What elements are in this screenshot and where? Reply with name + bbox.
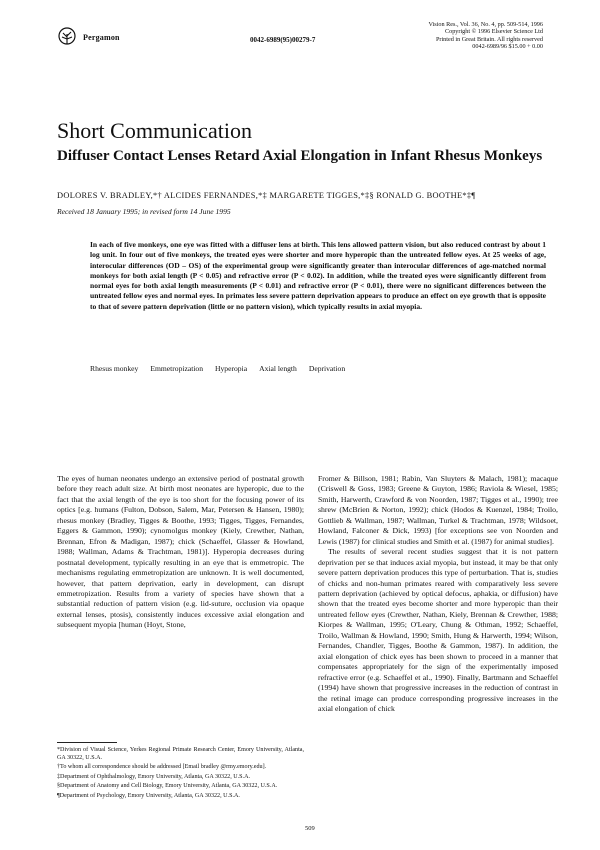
footnotes	[57, 747, 304, 802]
abstract: In each of five monkeys, one eye was fitted with a diffuser lens at birth. This lens allowed pattern vision, but also reduced contrast by about 1 log unit. In four out of five monkeys, the treated eyes were shorter and more hyperopic than the untreated fellow eyes. At 25 weeks of age, interocular differences (OD – OS) of the experimental group were significantly greater than interocular differences of age-matched normal monkeys for both axial length (P < 0.05) and refractive error (P < 0.02). In addition, while the treated eyes were significantly different from normal eyes for both axial length measurements (P < 0.01) and refractive error (P < 0.01), there were no significant differences between the untreated fellow eyes and normal eyes. In primates less severe pattern deprivation appears to produce an effect on eye growth that is opposite to that of severe pattern deprivation (little or no pattern vision), which typically results in axial myopia.	[90, 240, 546, 311]
publisher-logo	[57, 27, 120, 47]
footnote: ¶Department of Psychology, Emory University, Atlanta, GA 30322, U.S.A.	[57, 792, 240, 799]
journal-info	[393, 21, 543, 51]
journal-line: 0042-6989/96 $15.00 + 0.00	[472, 43, 543, 51]
section-heading: Short Communication	[57, 118, 252, 143]
received-date: Received 18 January 1995; in revised form 14 June 1995	[57, 207, 231, 216]
keywords	[90, 364, 345, 373]
keyword: Axial length	[259, 364, 297, 373]
body-paragraph: The eyes of human neonates undergo an extensive period of postnatal growth before they reach adult size. At birth most neonates are hyperopic, due to the fact that the axial length of the eye is too short for the focusing power of its optics [e.g. humans (Fulton, Dobson, Salem, Mar, Petersen & Hansen, 1980); rhesus monkey (Bradley, Tigges & Boothe, 1993; Tigges, Tigges, Fernandes, Eggers & Gammon, 1990); cynomolgus monkey (Kiely, Crewther, Nathan, Brennan, Efron & Madigan, 1987); chick (Schaeffel, Glasser & Howland, 1988; Wallman, Adams & Trachtman, 1981)]. Hyperopia decreases during postnatal development, typically resulting in an eye that is emmetropic. The mechanisms regulating emmetropization are unknown. It is well documented, however, that pattern deprivation, early in development, can disrupt emmetropization. Results from a variety of species have shown that a substantial reduction of pattern vision (e.g. lid-suture, occlusion via opaque external lenses, ptosis), consistently induces excessive axial elongation and subsequent myopia [human (Hoyt, Stone,	[57, 474, 304, 630]
footnote: *Division of Visual Science, Yerkes Regional Primate Research Center, Emory University, Atlanta, GA 30322, U.S.A.	[57, 747, 304, 761]
page-number: 509	[305, 825, 315, 832]
publisher-name: Pergamon	[83, 32, 120, 42]
body-paragraph: Fromer & Billson, 1981; Rabin, Van Sluyters & Malach, 1981); macaque (Criswell & Goss, 1983; Greene & Guyton, 1986; Raviola & Wiesel, 1985; Smith, Harwerth, Crawford & von Noorden, 1987; Tigges et al., 1990); tree shrew (McBrien & Norton, 1992); chick (Hodos & Kuenzel, 1984; Troilo, Gottlieb & Wallman, 1987; Wallman, Turkel & Trachtman, 1978; Wildsoet, Howland, Falconer & Dick, 1993) [for exceptions see von Noorden and Lewis (1987) for clinical studies and Smith et al. (1987) for animal studies].	[318, 474, 558, 546]
keyword: Rhesus monkey	[90, 364, 139, 373]
issn-code: 0042-6989(95)00279-7	[250, 36, 316, 44]
journal-line: Printed in Great Britain. All rights reserved	[435, 35, 543, 43]
footnote: §Department of Anatomy and Cell Biology, Emory University, Atlanta, GA 30322, U.S.A.	[57, 783, 278, 789]
author-list: DOLORES V. BRADLEY,*† ALCIDES FERNANDES,*‡ MARGARETE TIGGES,*‡§ RONALD G. BOOTHE*‡¶	[57, 191, 476, 200]
keyword: Hyperopia	[215, 364, 248, 373]
article-title: Diffuser Contact Lenses Retard Axial Elongation in Infant Rhesus Monkeys	[57, 148, 543, 164]
body-paragraph: The results of several recent studies suggest that it is not pattern deprivation per se that induces axial myopia, but instead, it may be that only severe pattern deprivation produces this type of perturbation. That is, studies of chicks and non-human primates reared with comparatively less severe pattern deprivation (achieved by optical defocus, aphakia, or diffusion) have shown that the treated eyes become shorter and more hyperopic than their untreated fellow eyes (Crewther, Nathan, Kiely, Brennan & Crewther, 1988; Kiorpes & Wallman, 1995; O'Leary, Chung & Othman, 1992; Schaeffel, Troilo, Wallman & Howland, 1990; Smith, Hung & Harwerth, 1994; Wilson, Fernandes, Chandler, Tigges, Boothe & Gammon, 1987). In addition, the axial elongation of chick eyes has been shown to proceed in a manner that compensates appropriately for the sign of the experimentally imposed refractive error (e.g. Schaeffel et al., 1990). Finally, Bartmann and Schaeffel (1994) have shown that progressive increases in the reduction of contrast in the retinal image can produce corresponding progressive increases in the axial elongation of chick	[318, 547, 558, 713]
journal-line: Copyright © 1996 Elsevier Science Ltd	[444, 28, 543, 36]
body-left-column	[57, 474, 304, 631]
tree-logo-icon	[57, 27, 77, 47]
keyword: Emmetropization	[150, 364, 204, 373]
body-right-column	[318, 474, 558, 714]
journal-line: Vision Res., Vol. 36, No. 4, pp. 509-514, 1996	[428, 21, 543, 28]
footnote: ‡Department of Ophthalmology, Emory University, Atlanta, GA 30322, U.S.A.	[57, 773, 250, 780]
keyword: Deprivation	[308, 364, 346, 373]
footnote: †To whom all correspondence should be addressed [Email bradley @rmy.emory.edu].	[57, 764, 267, 770]
footnote-divider	[57, 742, 117, 743]
